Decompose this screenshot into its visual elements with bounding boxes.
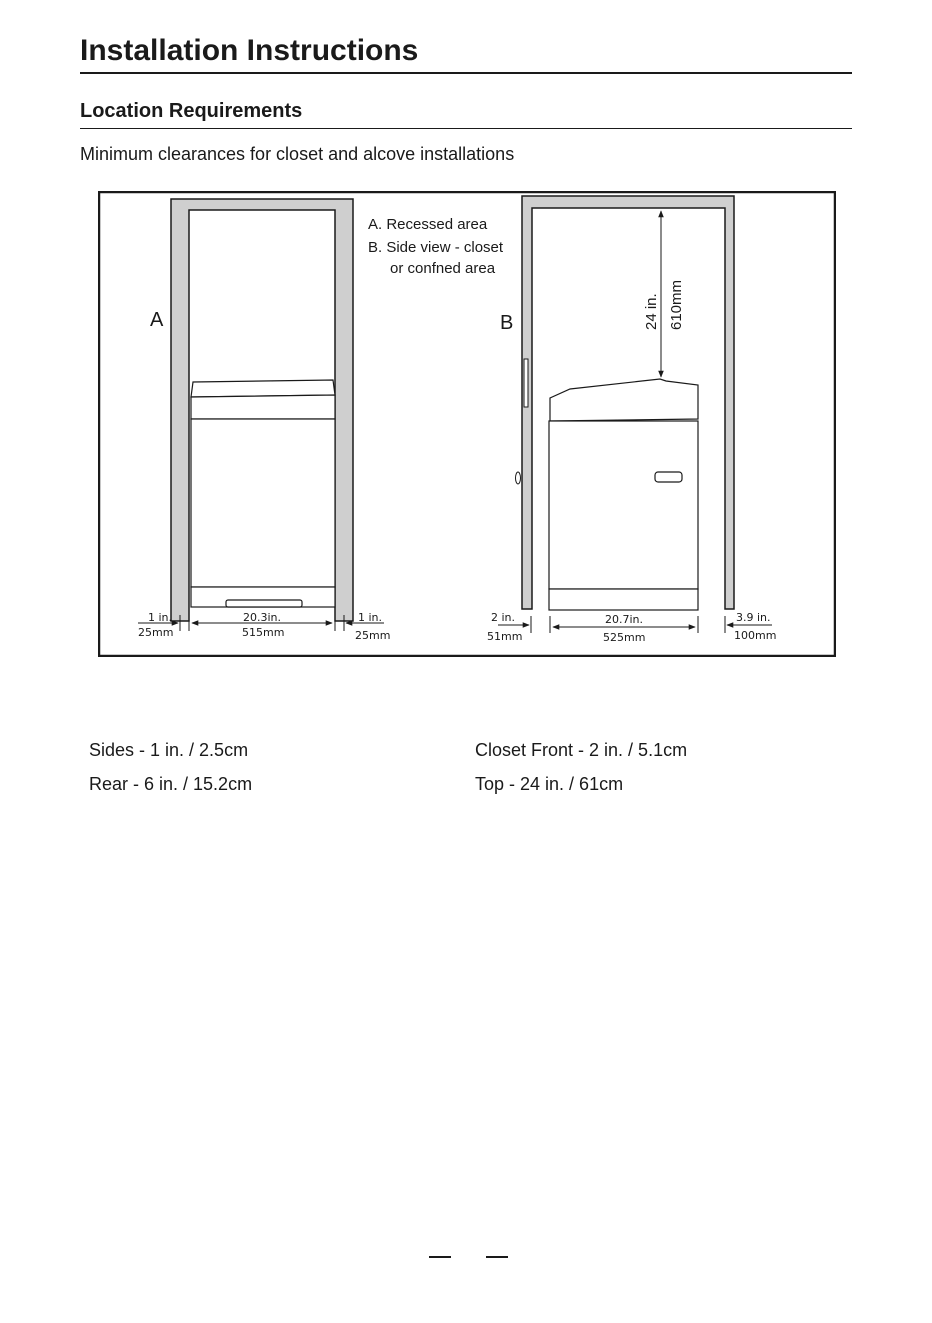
dim-b-rear-mm: 100mm <box>734 629 777 642</box>
dim-a-right-in: 1 in. <box>358 611 383 624</box>
clearance-diagram <box>98 191 836 657</box>
dim-a-width-mm: 515mm <box>242 626 285 639</box>
clearance-closet-front: Closet Front - 2 in. / 5.1cm <box>475 740 688 760</box>
dim-b-front-in: 2 in. <box>491 611 516 624</box>
label-a: A <box>150 309 164 331</box>
dim-a-left-in: 1 in. <box>148 611 173 624</box>
clearance-rear: Rear - 6 in. / 15.2cm <box>89 774 253 794</box>
page-number-mark-right <box>486 1256 508 1258</box>
dim-top-mm: 610mm <box>668 279 685 330</box>
dim-a-left-mm: 25mm <box>138 626 174 639</box>
legend-b-line1: B. Side view - closet <box>368 239 504 256</box>
washer-front-view <box>191 380 335 607</box>
dim-top-in: 24 in. <box>643 293 660 330</box>
page-number-mark-left <box>429 1256 451 1258</box>
legend-b-line2: or confned area <box>390 260 496 277</box>
dim-b-depth-in: 20.7in. <box>605 613 644 626</box>
washer-side-view <box>549 379 698 610</box>
dim-b-front-mm: 51mm <box>487 630 523 643</box>
page-title: Installation Instructions <box>80 34 419 67</box>
dim-b-rear-in: 3.9 in. <box>736 611 771 624</box>
clearance-sides: Sides - 1 in. / 2.5cm <box>89 740 249 760</box>
legend-a: A. Recessed area <box>368 216 488 233</box>
title-rule <box>80 72 852 74</box>
intro-text: Minimum clearances for closet and alcove installations <box>80 144 515 164</box>
dim-a-width-in: 20.3in. <box>243 611 282 624</box>
section-title: Location Requirements <box>80 100 303 122</box>
dim-b-depth-mm: 525mm <box>603 631 646 644</box>
clearance-top: Top - 24 in. / 61cm <box>475 774 624 794</box>
section-rule <box>80 128 852 129</box>
label-b: B <box>500 312 514 334</box>
dim-a-right-mm: 25mm <box>355 629 391 642</box>
